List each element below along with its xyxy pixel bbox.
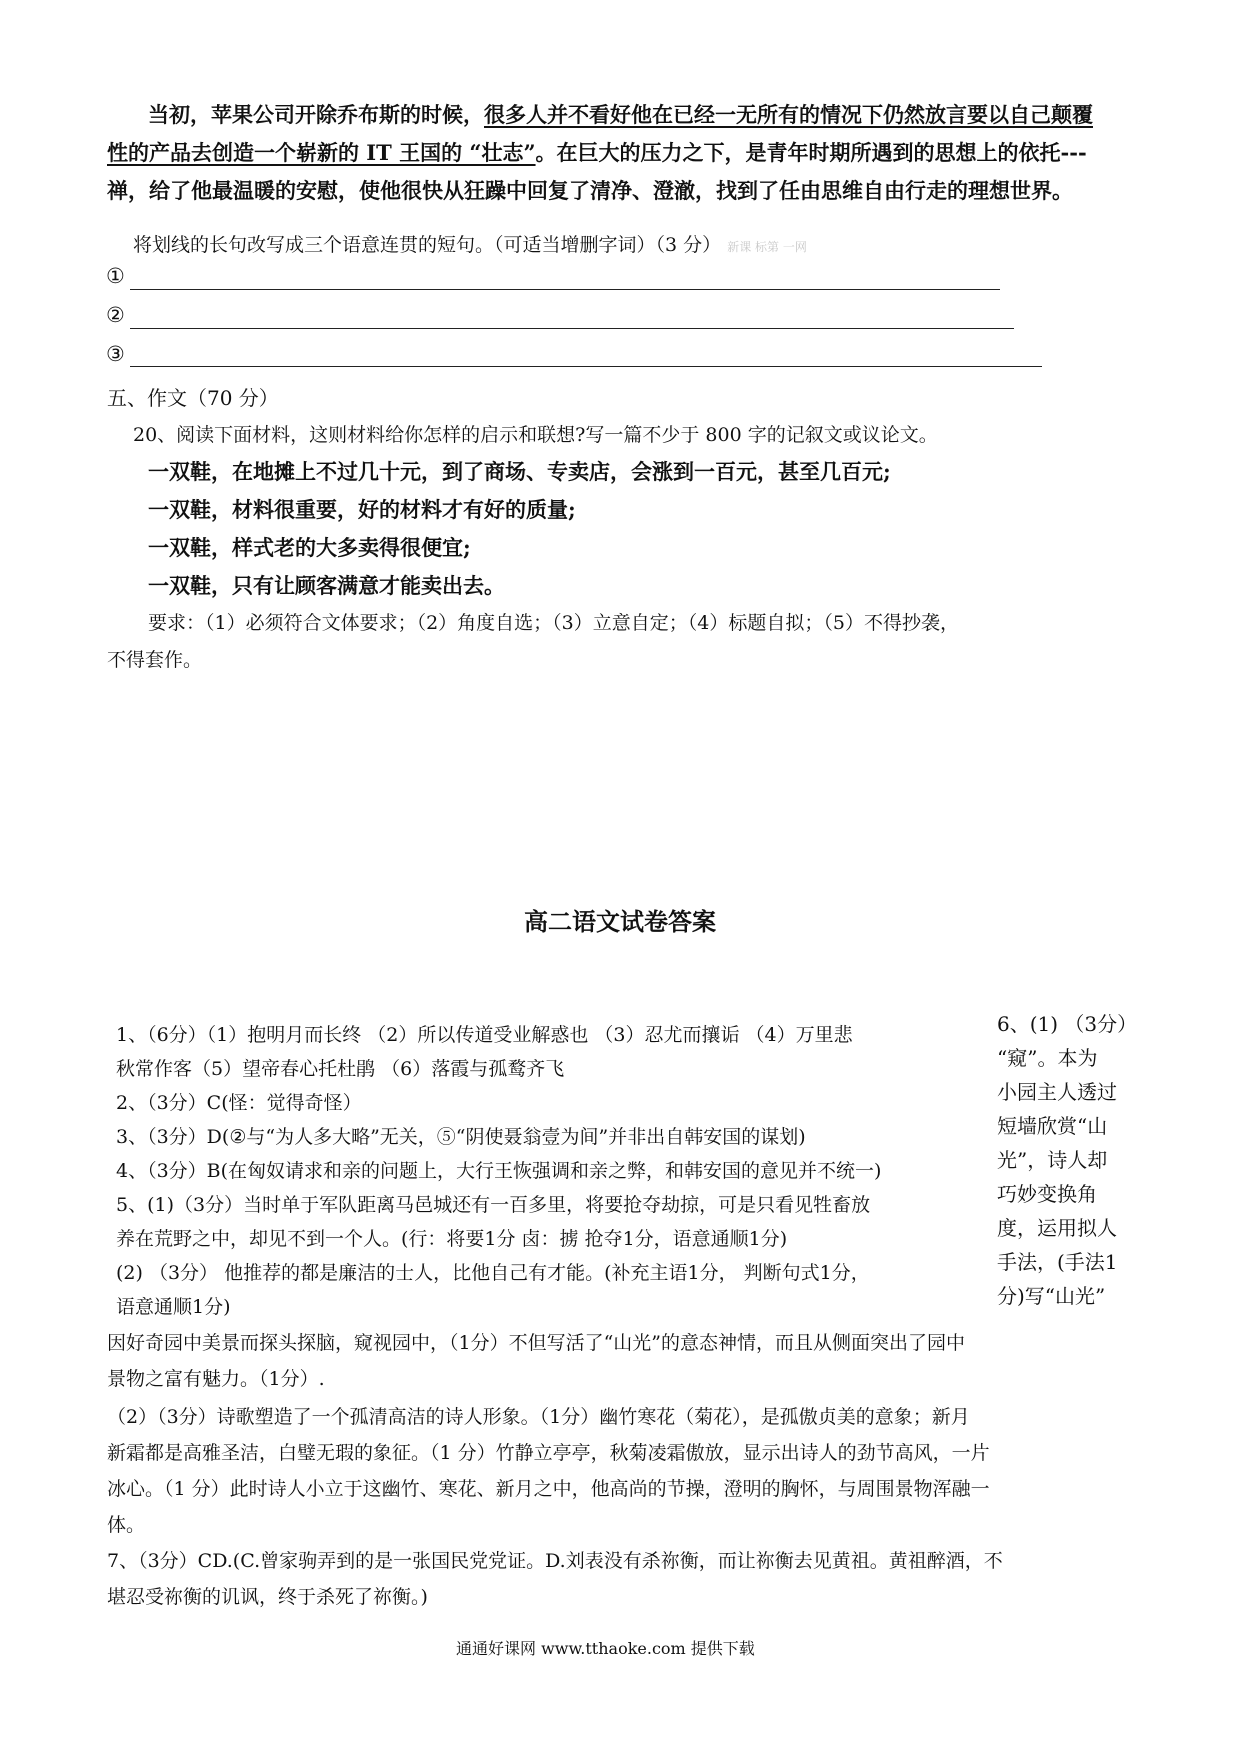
answer-wide-line-8: 堪忍受祢衡的讥讽，终于杀死了祢衡。) <box>107 1586 428 1608</box>
side-line: 6、(1) （3分） <box>997 1012 1138 1036</box>
answer-wide-line-3: （2）（3分）诗歌塑造了一个孤清高洁的诗人形象。（1分）幽竹寒花（菊花），是孤傲贞美的意象；新月 <box>107 1406 970 1428</box>
answer-wide-line-1: 因好奇园中美景而探头探脑，窥视园中，（1分）不但写活了“山光”的意态神情，而且从侧面突出了园中 <box>107 1332 966 1354</box>
answer-wide-line-5: 冰心。（1 分）此时诗人小立于这幽竹、寒花、新月之中，他高尚的节操，澄明的胸怀，与周围景物浑融一 <box>107 1478 990 1500</box>
side-line: 分)写“山光” <box>997 1284 1106 1308</box>
essay-heading: 五、作文（70 分） <box>107 386 279 410</box>
side-column <box>997 1007 1137 1313</box>
watermark-text: 新课 标第 一网 <box>727 240 807 254</box>
prompt-text: 将划线的长句改写成三个语意连贯的短句。（可适当增删字词）（3 分） <box>133 234 722 256</box>
side-line: 手法，(手法1 <box>997 1250 1118 1274</box>
answer-wide-line-7: 7、（3分）CD.(C.曾家驹弄到的是一张国民党党证。D.刘表没有杀祢衡，而让祢衡去见黄祖。黄祖醉酒，不 <box>107 1550 1003 1572</box>
material-line-2: 一双鞋，材料很重要，好的材料才有好的质量; <box>148 497 576 522</box>
material-line-4: 一双鞋，只有让顾客满意才能卖出去。 <box>148 573 505 598</box>
underlined-sentence: 很多人并不看好他在已经一无所有的情况下仍然放言要以自己颠覆 <box>484 102 1093 127</box>
blank-number-3: ③ <box>106 342 125 366</box>
answer-wide-line-6: 体。 <box>107 1514 146 1536</box>
passage-text: 当初，苹果公司开除乔布斯的时候， <box>148 102 484 127</box>
answer-wide-line-2: 景物之富有魅力。（1分）. <box>107 1368 325 1390</box>
footer-text: 通通好课网 www.tthaoke.com 提供下载 <box>456 1639 755 1658</box>
answer-wide-line-4: 新霜都是高雅圣洁，白璧无瑕的象征。（1 分）竹静立亭亭，秋菊凌霜傲放，显示出诗人的劲节高风，一片 <box>107 1442 990 1464</box>
side-line: 小园主人透过 <box>997 1080 1117 1104</box>
rewrite-prompt <box>133 230 807 257</box>
answer-blank-line-3[interactable] <box>130 366 1042 367</box>
material-line-3: 一双鞋，样式老的大多卖得很便宜; <box>148 535 471 560</box>
essay-intro: 20、阅读下面材料，这则材料给你怎样的启示和联想?写一篇不少于 800 字的记叙文或议论文。 <box>133 424 938 446</box>
answer-line-8: (2) （3分） 他推荐的都是廉洁的士人，比他自己有才能。(补充主语1分， 判断句式1分， <box>116 1262 870 1284</box>
answer-line-6: 5、(1)（3分）当时单于军队距离马邑城还有一百多里，将要抢夺劫掠，可是只看见牲畜放 <box>116 1194 871 1216</box>
answer-blank-line-1[interactable] <box>130 289 1000 290</box>
underlined-sentence: 性的产品去创造一个崭新的 IT 王国的 “壮志” <box>107 140 536 165</box>
essay-requirements: 要求：（1）必须符合文体要求；（2）角度自选；（3）立意自定；（4）标题自拟；（5）不得抄袭， <box>148 612 959 634</box>
side-line: 度，运用拟人 <box>997 1216 1117 1240</box>
answer-line-7: 养在荒野之中，却见不到一个人。(行：将要1分 卤：掳 抢夺1分，语意通顺1分) <box>116 1228 788 1250</box>
blank-number-1: ① <box>106 264 125 288</box>
answer-line-1: 1、（6分）（1）抱明月而长终 （2）所以传道受业解惑也 （3）忍尤而攘诟 （4）万里悲 <box>116 1024 853 1046</box>
side-line: “窥”。本为 <box>997 1046 1098 1070</box>
essay-requirements-cont: 不得套作。 <box>107 649 203 671</box>
material-line-1: 一双鞋，在地摊上不过几十元，到了商场、专卖店，会涨到一百元，甚至几百元; <box>148 459 891 484</box>
passage-line-3: 禅，给了他最温暖的安慰，使他很快从狂躁中回复了清净、澄澈，找到了任由思维自由行走的理想世界。 <box>107 178 1073 203</box>
side-line: 短墙欣赏“山 <box>997 1114 1108 1138</box>
passage-text: 。在巨大的压力之下，是青年时期所遇到的思想上的依托--- <box>535 140 1087 165</box>
passage-line-2 <box>107 134 1087 172</box>
passage-line-1 <box>148 96 1093 134</box>
answer-line-4: 3、（3分）D(②与“为人多大略”无关，⑤“阴使聂翁壹为间”并非出自韩安国的谋划) <box>116 1126 806 1148</box>
side-line: 光”，诗人却 <box>997 1148 1108 1172</box>
answer-line-3: 2、（3分）C(怪：觉得奇怪） <box>116 1092 362 1114</box>
answer-line-5: 4、（3分）B(在匈奴请求和亲的问题上，大行王恢强调和亲之弊，和韩安国的意见并不统一) <box>116 1160 882 1182</box>
side-line: 巧妙变换角 <box>997 1182 1097 1206</box>
answer-key-title: 高二语文试卷答案 <box>524 907 716 936</box>
answer-blank-line-2[interactable] <box>130 328 1014 329</box>
answer-line-2: 秋常作客（5）望帝春心托杜鹃 （6）落霞与孤鹜齐飞 <box>116 1058 565 1080</box>
answer-line-9: 语意通顺1分) <box>116 1296 231 1318</box>
blank-number-2: ② <box>106 303 125 327</box>
